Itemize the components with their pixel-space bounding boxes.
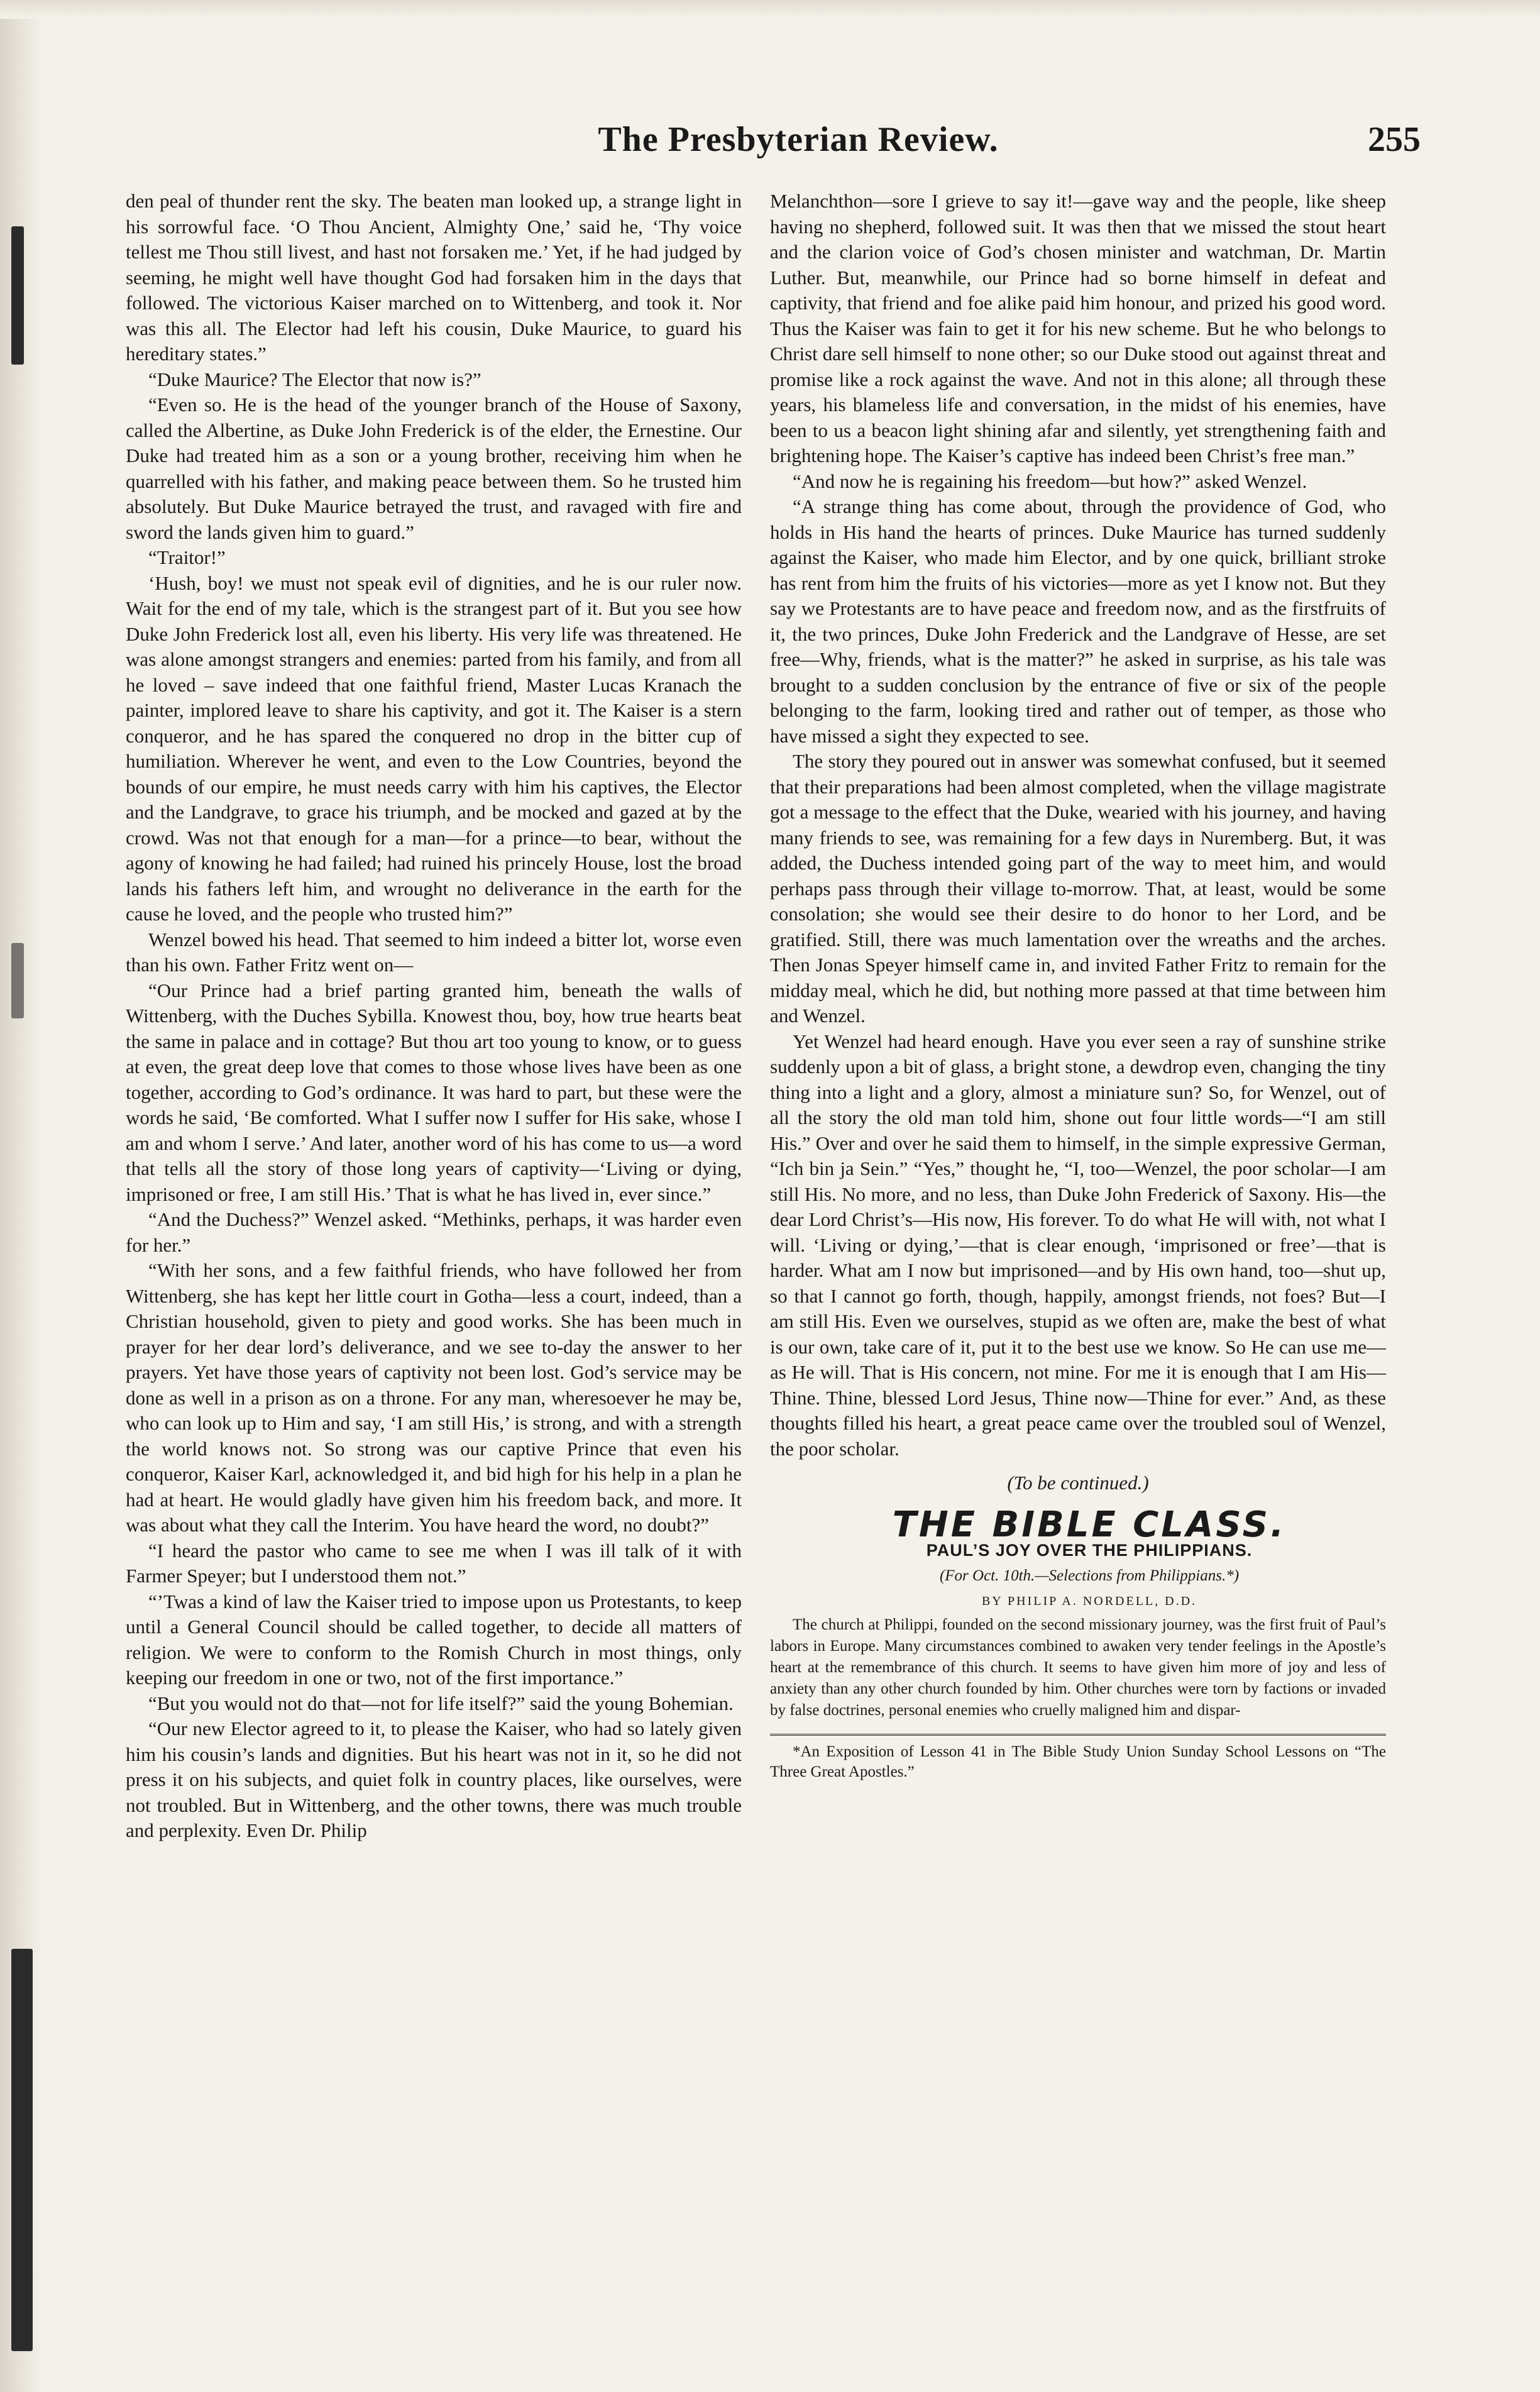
paragraph: The story they poured out in answer was somewhat confused, but it seemed that their preparations had been almost completed, when the village magistrate got a message to the effect that the Duke, wearied with his journey, and having many friends to see, was remaining for a few days in Nuremberg. But, it was added, the Duchess intended going part of the way to meet him, and would perhaps pass through their village to-morrow. That, at least, would be some consolation; she would see their desire to do honor to her Lord, and be gratified. Still, there was much lamentation over the wreaths and the arches. Then Jonas Speyer himself came in, and invited Father Fritz to remain for the midday meal, which he did, but nothing more passed at that time between him and Wenzel. [770, 750, 1386, 1027]
scan-artifact [11, 1949, 33, 2351]
section-heading: THE BIBLE CLASS. [892, 1504, 1287, 1545]
scan-artifact [11, 943, 24, 1018]
paragraph: “But you would not do that—not for life itself?” said the young Bohemian. [148, 1692, 734, 1714]
page-header [126, 119, 1421, 170]
right-column [770, 189, 1386, 1782]
paragraph: Yet Wenzel had heard enough. Have you ever seen a ray of sunshine strike suddenly upon a bit of glass, a bright stone, a dewdrop even, changing the tiny thing into a light and a glory, almost a miniature sun? So, for Wenzel, out of all the story the old man told him, shone out four little words—“I am still His.” Over and over he said them to himself, in the simple expressive German, “Ich bin ja Sein.” “Yes,” thought he, “I, too—Wenzel, the poor scholar—I am still His. No more, and no less, than Duke John Frederick of Saxony. His—the dear Lord Christ’s—His now, His forever. To do what He will with, not what I will. ‘Living or dying,’—that is clear enough, ‘imprisoned or free’—that is harder. What am I now but imprisoned—and by His own hand, too—shut up, so that I cannot go forth, though, happily, amongst friends, not foes? But—I am still His. Even we ourselves, stupid as we often are, make the best of what is our own, take care of it, put it to the best use we know. So He can use me—as He will. That is His concern, not mine. For me it is enough that I am His—Thine. Thine, blessed Lord Jesus, Thine now—Thine for ever.” And, as these thoughts filled his heart, a great peace came over the troubled soul of Wenzel, the poor scholar. [770, 1030, 1386, 1460]
paragraph: “Duke Maurice? The Elector that now is?” [148, 368, 481, 390]
paragraph: Wenzel bowed his head. That seemed to him indeed a bitter lot, worse even than his own. Father Fritz went on— [126, 928, 742, 976]
page-top-shadow [0, 0, 1540, 19]
paragraph: ‘Hush, boy! we must not speak evil of dignities, and he is our ruler now. Wait for the end of my tale, which is the strangest part of it. But you see how Duke John Frederick lost all, even his liberty. His very life was threatened. He was alone amongst strangers and enemies: parted from his family, and from all he loved – save indeed that one faithful friend, Master Lucas Kranach the painter, implored leave to share his captivity, and got it. The Kaiser is a stern conqueror, and he has spared the conquered no drop in the bitter cup of humiliation. Wherever he went, and even to the Low Countries, beyond the bounds of our empire, he must needs carry with him his captives, the Elector and the Landgrave, to grace his triumph, and be mocked and gazed at by the crowd. Was not that enough for a man—for a prince—to bear, without the agony of knowing he had failed; had ruined his princely House, lost the broad lands his fathers left him, and wrought no deliverance in the earth for the cause he loved, and the people who trusted him?” [126, 571, 742, 925]
bible-class-section [770, 1504, 1386, 1782]
to-be-continued: (To be continued.) [1007, 1472, 1149, 1494]
paragraph: “A strange thing has come about, through the providence of God, who holds in His hand the hearts of princes. Duke Maurice has turned suddenly against the Kaiser, who made him Elector, and by one quick, brilliant stroke has rent from him the fruits of his victories—more as yet I know not. But they say we Protestants are to have peace and freedom now, and as the firstfruits of it, the two princes, Duke John Frederick and the Landgrave of Hesse, are set free—Why, friends, what is the matter?” he asked in surprise, as his tale was brought to a sudden conclusion by the entrance of five or six of the people belonging to the farm, looking tired and rather out of temper, as those who have missed a sight they expected to see. [770, 495, 1386, 747]
paragraph: “With her sons, and a few faithful friends, who have followed her from Wittenberg, she has kept her little court in Gotha—less a court, indeed, than a Christian household, given to piety and good works. She has been much in prayer for her dear lord’s deliverance, and we see to-day the answer to her prayers. Yet have those years of captivity not been lost. God’s service may be done as well in a prison as on a throne. For any man, wheresoever he may be, who can look up to Him and say, ‘I am still His,’ is strong, and with a strength the world knows not. So strong was our captive Prince that even his conqueror, Kaiser Karl, acknowledged it, and bid high for his help in a plan he had at heart. He would gladly have given him his freedom back, and more. It was about what they call the Interim. You have heard the word, no doubt?” [126, 1259, 742, 1536]
paragraph: “Even so. He is the head of the younger branch of the House of Saxony, called the Albertine, as Duke John Frederick is of the elder, the Ernestine. Our Duke had treated him as a son or a young brother, receiving him when he quarrelled with his father, and making peace between them. So he trusted him absolutely. But Duke Maurice betrayed the trust, and ravaged with fire and sword the lands given him to guard.” [126, 394, 742, 543]
journal-title: The Presbyterian Review. [598, 120, 999, 159]
article-body: The church at Philippi, founded on the second missionary journey, was the first fruit of Paul’s labors in Europe. Many circumstances combined to awaken very tender feelings in the Apostle’s heart at the remembrance of this church. It seems to have given him more of joy and less of anxiety than any other church founded by him. Other churches were torn by factions or invaded by false doctrines, personal enemies who cruelly maligned him and dispar- [770, 1616, 1386, 1719]
left-column [126, 189, 742, 2326]
paragraph: den peal of thunder rent the sky. The beaten man looked up, a strange light in his sorrowful face. ‘O Thou Ancient, Almighty One,’ said he, ‘Thy voice tellest me Thou still livest, and hast not forsaken me.’ Yet, if he had judged by seeming, he might well have thought God had forsaken him in the days that followed. The victorious Kaiser marched on to Wittenberg, and took it. Nor was this all. The Elector had left his cousin, Duke Maurice, to guard his hereditary states.” [126, 190, 742, 365]
page-number: 255 [1368, 120, 1421, 159]
paragraph: “Traitor!” [148, 546, 226, 568]
paragraph: “And the Duchess?” Wenzel asked. “Methinks, perhaps, it was harder even for her.” [126, 1208, 742, 1256]
footnote-divider [770, 1734, 1386, 1736]
footnote: *An Exposition of Lesson 41 in The Bible Study Union Sunday School Lessons on “The Three Great Apostles.” [770, 1743, 1386, 1780]
paragraph: “’Twas a kind of law the Kaiser tried to impose upon us Protestants, to keep until a General Council should be called together, to decide all matters of religion. We were to conform to the Romish Church in most things, only keeping our freedom in one or two, not of the first importance.” [126, 1590, 742, 1689]
byline: BY PHILIP A. NORDELL, D.D. [981, 1594, 1197, 1608]
paragraph: Melanchthon—sore I grieve to say it!—gave way and the people, like sheep having no shepherd, followed suit. It was then that we missed the stout heart and the clarion voice of God’s chosen minister and watchman, Dr. Martin Luther. But, meanwhile, our Prince had so borne himself in defeat and captivity, that friend and foe alike paid him honour, and prized his good word. Thus the Kaiser was fain to get it for his new scheme. But he who belongs to Christ dare sell himself to none other; so our Duke stood out against threat and promise like a rock against the wave. And not in this alone; all through these years, his blameless life and conversation, in the midst of his enemies, have been to us a beacon light shining afar and silently, yet strengthening faith and brightening hope. The Kaiser’s captive has indeed been Christ’s free man.” [770, 190, 1386, 466]
lesson-note: (For Oct. 10th.—Selections from Philippians.*) [939, 1567, 1240, 1584]
scan-artifact [11, 226, 24, 365]
paragraph: “Our Prince had a brief parting granted him, beneath the walls of Wittenberg, with the Duches Sybilla. Knowest thou, boy, how true hearts beat the same in palace and in cottage? But thou art too young to know, or to guess at even, the great deep love that comes to those whose lives have been as one together, according to God’s ordinance. It was hard to part, but these were the words he said, ‘Be comforted. What I suffer now I suffer for His sake, whose I am and whom I serve.’ And later, another word of his has come to us—a word that tells all the story of those long years of captivity—‘Living or dying, imprisoned or free, I am still His.’ That is what he has lived in, ever since.” [126, 979, 742, 1205]
paragraph: “And now he is regaining his freedom—but how?” asked Wenzel. [793, 470, 1307, 492]
paragraph: “Our new Elector agreed to it, to please the Kaiser, who had so lately given him his cousin’s lands and dignities. But his heart was not in it, so he did not press it on his subjects, and quiet folk in country places, like ourselves, were not troubled. But in Wittenberg, and the other towns, there was much trouble and perplexity. Even Dr. Philip [126, 1717, 742, 1841]
article-title: PAUL’S JOY OVER THE PHILIPPIANS. [926, 1541, 1253, 1560]
paragraph: “I heard the pastor who came to see me when I was ill talk of it with Farmer Speyer; but I understood them not.” [126, 1539, 742, 1587]
